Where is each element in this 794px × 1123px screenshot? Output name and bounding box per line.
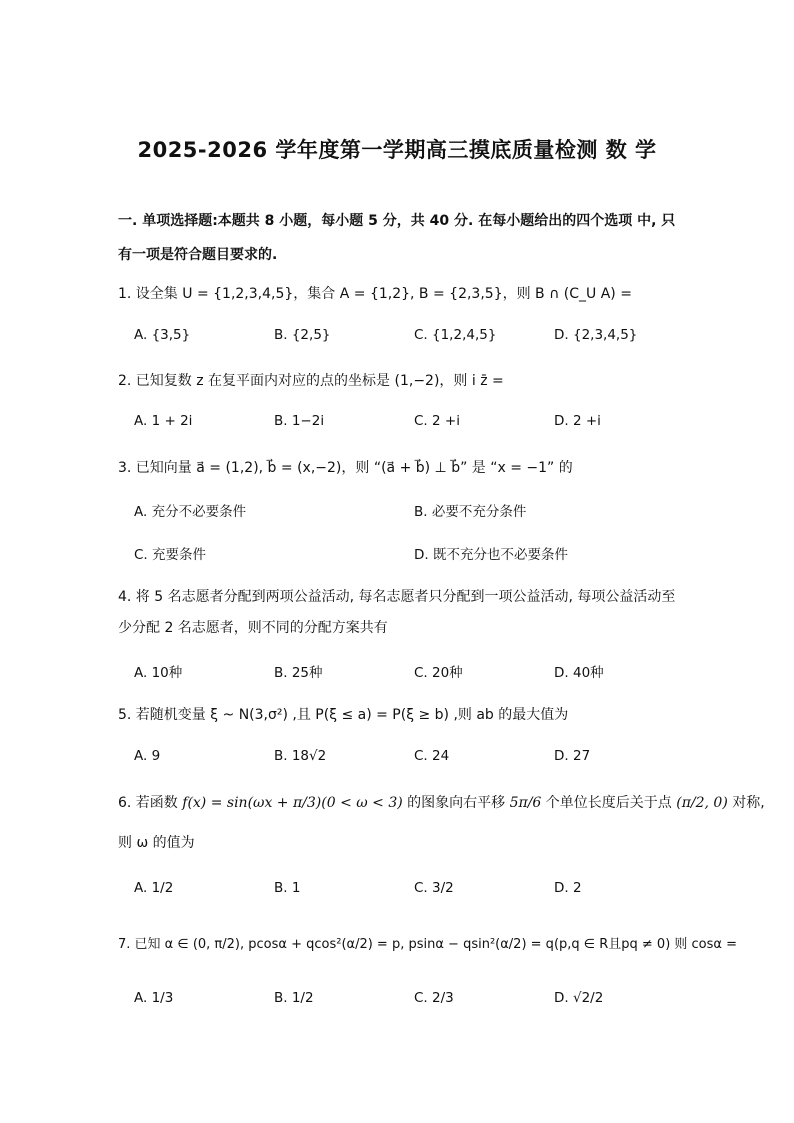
page-title: 2025-2026 学年度第一学期高三摸底质量检测 数 学 (137, 138, 657, 162)
question-7-option-b[interactable]: B. 1/2 (274, 990, 314, 1006)
question-6-point: (π/2, 0) (676, 795, 728, 811)
question-1-option-b[interactable]: B. {2,5} (274, 327, 331, 343)
question-7-option-d[interactable]: D. √2/2 (554, 990, 604, 1006)
question-4-option-d[interactable]: D. 40种 (554, 665, 604, 681)
question-6-mid2: 个单位长度后关于点 (545, 795, 672, 811)
question-3-option-c[interactable]: C. 充要条件 (134, 547, 207, 563)
question-2-option-c[interactable]: C. 2 +i (414, 413, 460, 429)
question-4-option-a[interactable]: A. 10种 (134, 665, 183, 681)
question-3-option-d[interactable]: D. 既不充分也不必要条件 (414, 547, 568, 563)
question-2-stem: 2. 已知复数 z 在复平面内对应的点的坐标是 (1,−2)，则 i z̄ = (118, 373, 504, 389)
question-5-stem: 5. 若随机变量 ξ ~ N(3,σ²) ,且 P(ξ ≤ a) = P(ξ ≥ b) ,则 ab 的最大值为 (118, 707, 569, 723)
question-1-option-d[interactable]: D. {2,3,4,5} (554, 327, 638, 343)
question-3-stem: 3. 已知向量 a⃗ = (1,2), b⃗ = (x,−2)，则 “(a⃗ + b⃗) ⊥ b⃗” 是 “x = −1” 的 (118, 460, 573, 476)
question-4-option-c[interactable]: C. 20种 (414, 665, 463, 681)
question-1-option-a[interactable]: A. {3,5} (134, 327, 191, 343)
question-5-option-d[interactable]: D. 27 (554, 748, 591, 764)
question-7-stem: 7. 已知 α ∈ (0, π/2), pcosα + qcos²(α/2) = p, psinα − qsin²(α/2) = q(p,q ∈ R且pq ≠ 0) 则 cosα = (118, 937, 738, 952)
question-4-option-b[interactable]: B. 25种 (274, 665, 323, 681)
question-7-option-a[interactable]: A. 1/3 (134, 990, 174, 1006)
question-6-stem-line1 (118, 792, 765, 812)
question-3-option-a[interactable]: A. 充分不必要条件 (134, 504, 247, 520)
question-5-option-b[interactable]: B. 18√2 (274, 748, 327, 764)
question-2-option-b[interactable]: B. 1−2i (274, 413, 325, 429)
question-6-end: 对称, (732, 795, 765, 811)
section-heading: 一. 单项选择题:本题共 8 小题，每小题 5 分，共 40 分. 在每小题给出的四个选项 中, 只有一项是符合题目要求的. (118, 213, 676, 263)
question-4-stem-line2: 少分配 2 名志愿者，则不同的分配方案共有 (118, 620, 388, 636)
question-6-function: f(x) = sin(ωx + π/3)(0 < ω < 3) (182, 795, 403, 811)
question-5-option-a[interactable]: A. 9 (134, 748, 161, 764)
question-6-option-a[interactable]: A. 1/2 (134, 880, 174, 896)
question-4-stem-line1: 4. 将 5 名志愿者分配到两项公益活动, 每名志愿者只分配到一项公益活动, 每项公益活动至 (118, 589, 676, 605)
question-6-mid: 的图象向右平移 (407, 795, 506, 811)
question-6-option-d[interactable]: D. 2 (554, 880, 582, 896)
question-6-prefix: 6. 若函数 (118, 795, 178, 811)
question-6-option-c[interactable]: C. 3/2 (414, 880, 454, 896)
question-3-option-b[interactable]: B. 必要不充分条件 (414, 504, 527, 520)
question-1-stem: 1. 设全集 U = {1,2,3,4,5}，集合 A = {1,2}, B = {2,3,5}，则 B ∩ (C_U A) = (118, 286, 632, 302)
question-2-option-d[interactable]: D. 2 +i (554, 413, 601, 429)
question-2-option-a[interactable]: A. 1 + 2i (134, 413, 193, 429)
question-6-option-b[interactable]: B. 1 (274, 880, 301, 896)
question-1-option-c[interactable]: C. {1,2,4,5} (414, 327, 497, 343)
question-5-option-c[interactable]: C. 24 (414, 748, 450, 764)
question-6-stem-line2: 则 ω 的值为 (118, 835, 195, 851)
question-7-option-c[interactable]: C. 2/3 (414, 990, 454, 1006)
question-6-shift: 5π/6 (509, 795, 542, 811)
